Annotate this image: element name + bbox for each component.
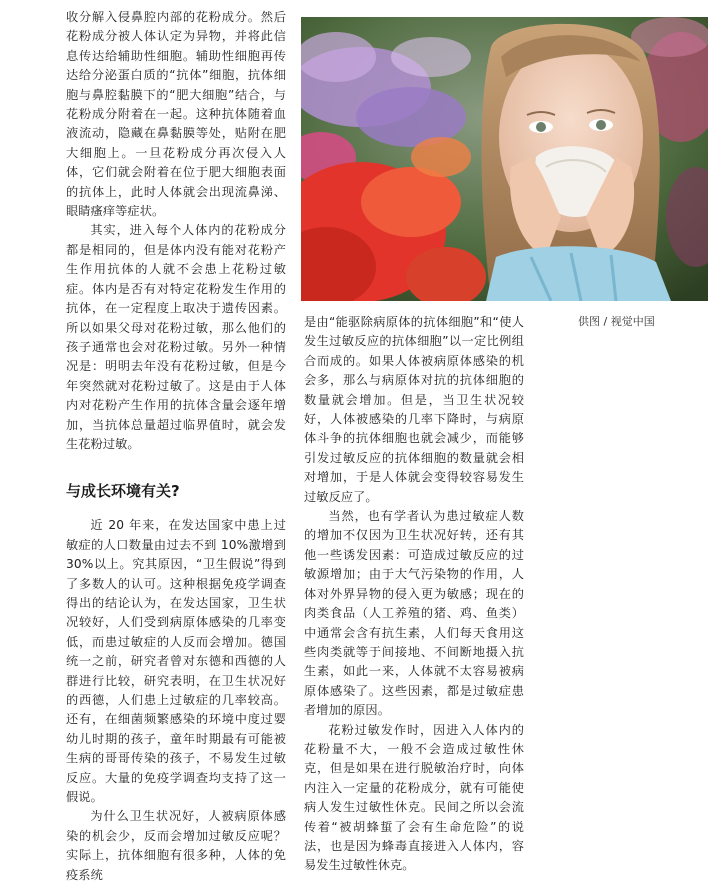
paragraph: 是由“能驱除病原体的抗体细胞”和“使人发生过敏反应的抗体细胞”以一定比例组合而成的。如果人体被病原体感染的机会多，那么与病原体对抗的抗体细胞的数量就会增加。但是，当卫生状况较好，人体被感染的几率下降时，与病原体斗争的抗体细胞也就会减少，而能够引发过敏反应的抗体细胞的数量就会相对增加，于是人体就会变得较容易发生过敏反应了。 <box>304 315 524 504</box>
article-column-left <box>66 8 286 885</box>
paragraph: 当然，也有学者认为患过敏症人数的增加不仅因为卫生状况好转，还有其他一些诱发因素：可造成过敏反应的过敏源增加；由于大气污染物的作用，人体对外界异物的侵入更为敏感；现在的肉类食品（人工养殖的猪、鸡、鱼类）中通常会含有抗生素，人们每天食用这些肉类就等于间接地、不间断地摄入抗生素，如此一来，人体就不太容易被病原体感染了。这些因素，都是过敏症患者增加的原因。 <box>304 509 524 718</box>
paragraph: 花粉过敏发作时，因进入人体内的花粉量不大，一般不会造成过敏性休克，但是如果在进行脱敏治疗时，向体内注入一定量的花粉成分，就有可能使病人发生过敏性休克。民间之所以会流传着“被胡蜂蜇了会有生命危险”的说法，也是因为蜂毒直接进入人体内，容易发生过敏性休克。 <box>304 722 524 873</box>
paragraph: 其实，进入每个人体内的花粉成分都是相同的，但是体内没有能对花粉产生作用抗体的人就不会患上花粉过敏症。体内是否有对特定花粉发生作用的抗体，在一定程度上取决于遗传因素。所以如果父母对花粉过敏，那么他们的孩子通常也会对花粉过敏。另外一种情况是：明明去年没有花粉过敏，但是今年突然就对花粉过敏了。这是由于人体内对花粉产生作用的抗体含量会逐年增加，当抗体总量超过临界值时，就会发生花粉过敏。 <box>66 223 286 451</box>
photo-girl-sneezing-with-flowers <box>301 17 708 301</box>
photo-credit: 供图 / 视觉中国 <box>578 315 655 328</box>
article-column-middle <box>304 313 524 876</box>
paragraph: 为什么卫生状况好，人被病原体感染的机会少，反而会增加过敏反应呢？实际上，抗体细胞有很多种，人体的免疫系统 <box>66 809 286 882</box>
paragraph: 近 20 年来，在发达国家中患上过敏症的人口数量由过去不到 10%激增到 30%以上。究其原因，“卫生假说”得到了多数人的认可。这种根据免疫学调查得出的结论认为，在发达国家，卫生状况较好，人们受到病原体感染的几率变低，而患过敏症的人反而会增加。德国统一之前，研究者曾对东德和西德的人群进行比较，研究表明，在卫生状况好的西德，人们患上过敏症的几率较高。还有，在细菌频繁感染的环境中度过婴幼儿时期的孩子，童年时期最有可能被生病的哥哥传染的孩子，不易发生过敏反应。大量的免疫学调查均支持了这一假说。 <box>66 518 286 805</box>
paragraph: 收分解入侵鼻腔内部的花粉成分。然后花粉成分被人体认定为异物，并将此信息传达给辅助性细胞。辅助性细胞再传达给分泌蛋白质的“抗体”细胞，抗体细胞与鼻腔黏膜下的“肥大细胞”结合，与花粉成分附着在一起。这种抗体随着血液流动，隐藏在鼻黏膜等处，贴附在肥大细胞上。一旦花粉成分再次侵入人体，它们就会附着在位于肥大细胞表面的抗体上，此时人体就会出现流鼻涕、眼睛瘙痒等症状。 <box>66 10 286 219</box>
section-heading: 与成长环境有关? <box>66 482 180 501</box>
